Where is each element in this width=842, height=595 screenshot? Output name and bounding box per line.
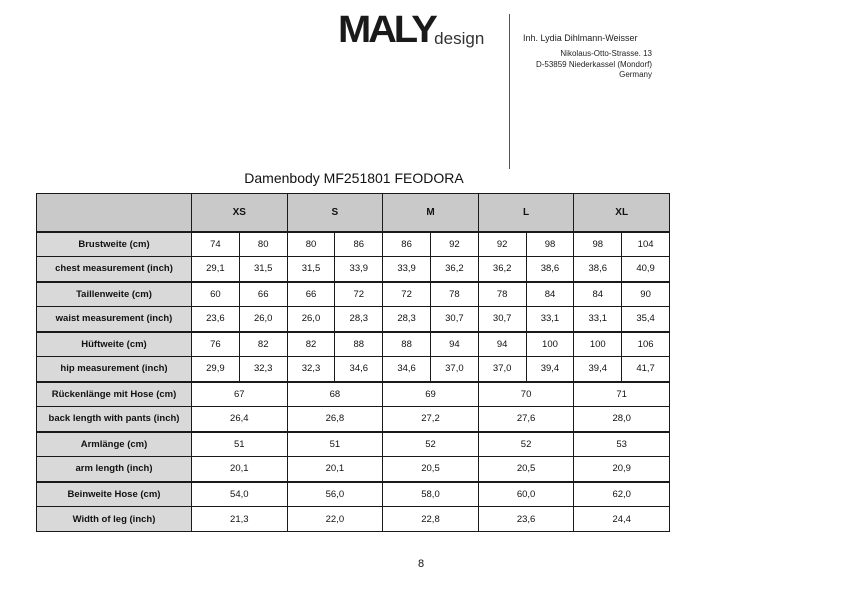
measurement-cell: 80 (239, 232, 287, 257)
measurement-cell: 31,5 (287, 257, 335, 282)
row-label: hip measurement (inch) (37, 357, 192, 382)
measurement-cell: 72 (335, 282, 383, 307)
logo-subtitle: design (434, 29, 485, 48)
measurement-cell: 29,9 (192, 357, 240, 382)
measurement-cell: 32,3 (287, 357, 335, 382)
measurement-cell: 26,0 (239, 307, 287, 332)
measurement-cell: 90 (622, 282, 670, 307)
address-line: Nikolaus-Otto-Strasse. 13 (560, 49, 652, 58)
measurement-cell: 51 (192, 432, 288, 457)
measurement-cell: 21,3 (192, 507, 288, 532)
measurement-cell: 23,6 (478, 507, 574, 532)
row-label: chest measurement (inch) (37, 257, 192, 282)
measurement-cell: 82 (287, 332, 335, 357)
logo-wordmark: MALY (338, 9, 435, 51)
measurement-cell: 62,0 (574, 482, 670, 507)
measurement-cell: 70 (478, 382, 574, 407)
measurement-cell: 94 (478, 332, 526, 357)
measurement-cell: 33,9 (383, 257, 431, 282)
measurement-cell: 32,3 (239, 357, 287, 382)
measurement-cell: 22,0 (287, 507, 383, 532)
row-label: Rückenlänge mit Hose (cm) (37, 382, 192, 407)
measurement-cell: 66 (287, 282, 335, 307)
measurement-cell: 26,8 (287, 407, 383, 432)
measurement-cell: 106 (622, 332, 670, 357)
measurement-cell: 30,7 (478, 307, 526, 332)
measurement-cell: 33,1 (526, 307, 574, 332)
measurement-cell: 31,5 (239, 257, 287, 282)
measurement-cell: 37,0 (478, 357, 526, 382)
measurement-cell: 30,7 (430, 307, 478, 332)
size-header-xl: XL (574, 194, 670, 232)
measurement-cell: 36,2 (430, 257, 478, 282)
table-row (37, 482, 670, 507)
measurement-cell: 84 (526, 282, 574, 307)
measurement-cell: 41,7 (622, 357, 670, 382)
table-row (37, 332, 670, 357)
measurement-cell: 39,4 (574, 357, 622, 382)
measurement-cell: 38,6 (574, 257, 622, 282)
table-row (37, 382, 670, 407)
measurement-cell: 24,4 (574, 507, 670, 532)
size-chart-table (36, 193, 670, 532)
measurement-cell: 28,3 (383, 307, 431, 332)
measurement-cell: 76 (192, 332, 240, 357)
size-header-row (37, 194, 670, 232)
measurement-cell: 34,6 (383, 357, 431, 382)
measurement-cell: 98 (574, 232, 622, 257)
measurement-cell: 53 (574, 432, 670, 457)
measurement-cell: 92 (430, 232, 478, 257)
measurement-cell: 94 (430, 332, 478, 357)
row-label: Taillenweite (cm) (37, 282, 192, 307)
table-row (37, 357, 670, 382)
size-header-s: S (287, 194, 383, 232)
measurement-cell: 37,0 (430, 357, 478, 382)
address-line: D-53859 Niederkassel (Mondorf) (535, 59, 652, 69)
row-label: Width of leg (inch) (37, 507, 192, 532)
measurement-cell: 74 (192, 232, 240, 257)
row-label: waist measurement (inch) (37, 307, 192, 332)
measurement-cell: 67 (192, 382, 288, 407)
measurement-cell: 20,1 (192, 457, 288, 482)
measurement-cell: 52 (383, 432, 479, 457)
measurement-cell: 26,0 (287, 307, 335, 332)
measurement-cell: 60,0 (478, 482, 574, 507)
row-label: Brustweite (cm) (37, 232, 192, 257)
measurement-cell: 51 (287, 432, 383, 457)
header-divider (509, 14, 510, 169)
measurement-cell: 40,9 (622, 257, 670, 282)
measurement-cell: 23,6 (192, 307, 240, 332)
measurement-cell: 98 (526, 232, 574, 257)
table-row (37, 307, 670, 332)
measurement-cell: 33,9 (335, 257, 383, 282)
maly-design-logo (338, 9, 485, 51)
measurement-cell: 27,6 (478, 407, 574, 432)
measurement-cell: 38,6 (526, 257, 574, 282)
measurement-cell: 20,1 (287, 457, 383, 482)
measurement-cell: 86 (335, 232, 383, 257)
measurement-cell: 20,5 (383, 457, 479, 482)
measurement-cell: 71 (574, 382, 670, 407)
measurement-cell: 58,0 (383, 482, 479, 507)
measurement-cell: 78 (430, 282, 478, 307)
measurement-cell: 28,3 (335, 307, 383, 332)
size-header-xs: XS (192, 194, 288, 232)
measurement-cell: 54,0 (192, 482, 288, 507)
size-header-l: L (478, 194, 574, 232)
table-row (37, 257, 670, 282)
measurement-cell: 39,4 (526, 357, 574, 382)
table-row (37, 457, 670, 482)
measurement-cell: 20,5 (478, 457, 574, 482)
measurement-cell: 36,2 (478, 257, 526, 282)
measurement-cell: 84 (574, 282, 622, 307)
measurement-cell: 60 (192, 282, 240, 307)
measurement-cell: 28,0 (574, 407, 670, 432)
measurement-cell: 86 (383, 232, 431, 257)
measurement-cell: 56,0 (287, 482, 383, 507)
measurement-cell: 92 (478, 232, 526, 257)
measurement-cell: 82 (239, 332, 287, 357)
measurement-cell: 35,4 (622, 307, 670, 332)
row-label: Beinweite Hose (cm) (37, 482, 192, 507)
table-row (37, 407, 670, 432)
row-label: arm length (inch) (37, 457, 192, 482)
measurement-cell: 34,6 (335, 357, 383, 382)
row-label: Hüftweite (cm) (37, 332, 192, 357)
header-corner-cell (37, 194, 192, 232)
measurement-cell: 72 (383, 282, 431, 307)
measurement-cell: 68 (287, 382, 383, 407)
measurement-cell: 33,1 (574, 307, 622, 332)
table-row (37, 232, 670, 257)
measurement-cell: 26,4 (192, 407, 288, 432)
owner-name: Inh. Lydia Dihlmann-Weisser (523, 33, 638, 43)
measurement-cell: 88 (335, 332, 383, 357)
table-row (37, 507, 670, 532)
measurement-cell: 69 (383, 382, 479, 407)
measurement-cell: 52 (478, 432, 574, 457)
table-row (37, 432, 670, 457)
measurement-cell: 27,2 (383, 407, 479, 432)
measurement-cell: 20,9 (574, 457, 670, 482)
measurement-cell: 80 (287, 232, 335, 257)
row-label: Armlänge (cm) (37, 432, 192, 457)
measurement-cell: 100 (574, 332, 622, 357)
measurement-cell: 104 (622, 232, 670, 257)
measurement-cell: 22,8 (383, 507, 479, 532)
address-line: Germany (619, 70, 652, 79)
measurement-cell: 29,1 (192, 257, 240, 282)
company-address (536, 49, 652, 81)
measurement-cell: 100 (526, 332, 574, 357)
measurement-cell: 78 (478, 282, 526, 307)
size-chart-body (37, 194, 670, 532)
measurement-cell: 66 (239, 282, 287, 307)
measurement-cell: 88 (383, 332, 431, 357)
row-label: back length with pants (inch) (37, 407, 192, 432)
document-title: Damenbody MF251801 FEODORA (244, 170, 464, 186)
size-header-m: M (383, 194, 479, 232)
table-row (37, 282, 670, 307)
page-number: 8 (417, 558, 425, 570)
